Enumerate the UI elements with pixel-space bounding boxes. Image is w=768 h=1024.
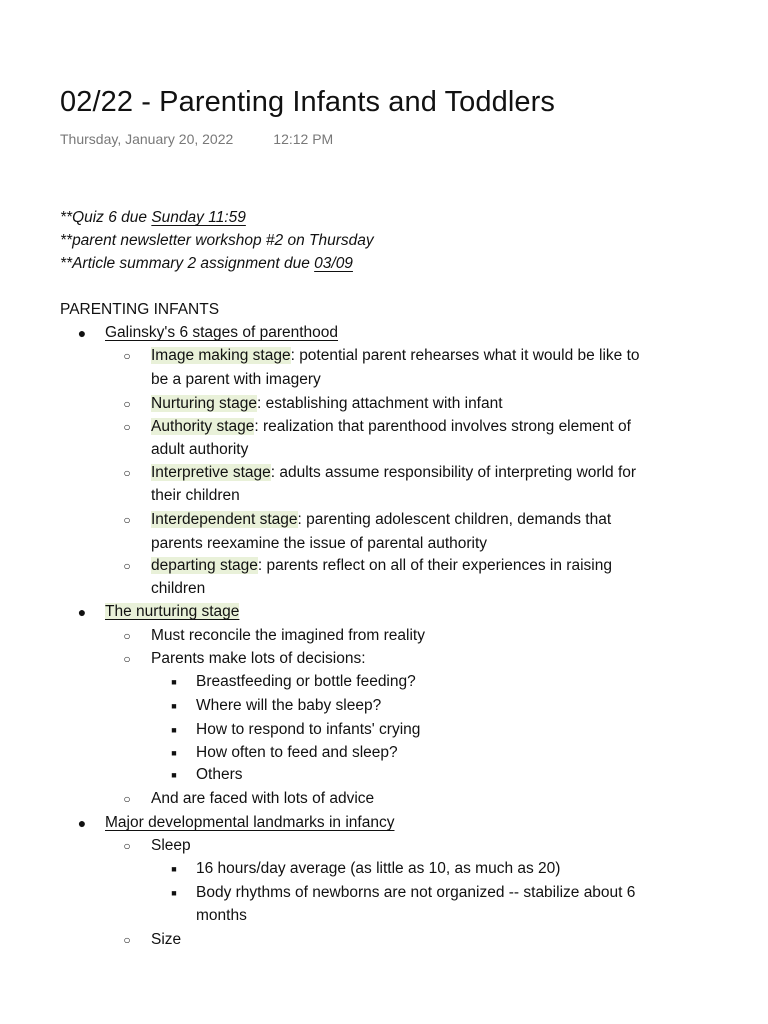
landmarks-heading: Major developmental landmarks in infancy xyxy=(105,814,395,831)
list-item: And are faced with lots of advice xyxy=(151,790,375,807)
circle-bullet: ○ xyxy=(123,513,131,527)
list-item: Must reconcile the imagined from reality xyxy=(151,627,425,644)
square-bullet: ■ xyxy=(171,864,177,874)
quiz-note xyxy=(60,207,246,229)
stage-term: Image making stage xyxy=(151,347,291,364)
article-due-date: 03/09 xyxy=(314,255,353,272)
stage-item xyxy=(151,393,503,415)
square-bullet: ■ xyxy=(171,770,177,780)
circle-bullet: ○ xyxy=(123,652,131,666)
decision-item: Breastfeeding or bottle feeding? xyxy=(196,673,416,690)
decision-item: How often to feed and sleep? xyxy=(196,744,398,761)
page-timestamp xyxy=(60,131,333,147)
square-bullet: ■ xyxy=(171,748,177,758)
sleep-item-continuation: months xyxy=(196,907,247,924)
circle-bullet: ○ xyxy=(123,420,131,434)
quiz-due-date: Sunday 11:59 xyxy=(151,209,246,226)
stage-term: Nurturing stage xyxy=(151,395,257,412)
stage-item xyxy=(151,416,631,438)
decision-item: Where will the baby sleep? xyxy=(196,697,382,714)
stage-term: Authority stage xyxy=(151,418,255,435)
stage-description: : parents reflect on all of their experiences in raising xyxy=(257,557,612,574)
quiz-note-text: **Quiz 6 due xyxy=(60,209,152,226)
galinsky-heading: Galinsky's 6 stages of parenthood xyxy=(105,324,339,341)
section-heading: PARENTING INFANTS xyxy=(60,301,220,318)
sleep-item: 16 hours/day average (as little as 10, as much as 20) xyxy=(196,860,561,877)
stage-description: : realization that parenthood involves strong element of xyxy=(254,418,631,435)
circle-bullet: ○ xyxy=(123,559,131,573)
list-item: Size xyxy=(151,931,182,948)
disc-bullet: ● xyxy=(77,604,87,620)
stage-description: : potential parent rehearses what it would be like to xyxy=(290,347,640,364)
circle-bullet: ○ xyxy=(123,792,131,806)
circle-bullet: ○ xyxy=(123,349,131,363)
circle-bullet: ○ xyxy=(123,466,131,480)
decision-item: Others xyxy=(196,766,243,783)
square-bullet: ■ xyxy=(171,888,177,898)
newsletter-note: **parent newsletter workshop #2 on Thursday xyxy=(60,232,374,249)
page-title: 02/22 - Parenting Infants and Toddlers xyxy=(60,86,555,118)
page-time: 12:12 PM xyxy=(273,131,334,147)
circle-bullet: ○ xyxy=(123,629,131,643)
circle-bullet: ○ xyxy=(123,397,131,411)
sleep-item: Body rhythms of newborns are not organized -- stabilize about 6 xyxy=(196,884,636,901)
stage-item xyxy=(151,555,612,577)
square-bullet: ■ xyxy=(171,725,177,735)
stage-continuation: their children xyxy=(151,487,240,504)
stage-item xyxy=(151,509,611,531)
stage-item xyxy=(151,345,640,367)
disc-bullet: ● xyxy=(77,325,87,341)
stage-description: : parenting adolescent children, demands that xyxy=(297,511,612,528)
nurturing-heading xyxy=(105,601,239,623)
disc-bullet: ● xyxy=(77,815,87,831)
stage-term: departing stage xyxy=(151,557,258,574)
article-note xyxy=(60,253,353,275)
stage-continuation: parents reexamine the issue of parental authority xyxy=(151,535,488,552)
circle-bullet: ○ xyxy=(123,933,131,947)
stage-continuation: be a parent with imagery xyxy=(151,371,321,388)
page-date: Thursday, January 20, 2022 xyxy=(60,131,234,147)
circle-bullet: ○ xyxy=(123,839,131,853)
stage-continuation: children xyxy=(151,580,206,597)
article-note-text: **Article summary 2 assignment due xyxy=(60,255,315,272)
stage-continuation: adult authority xyxy=(151,441,249,458)
stage-term: Interdependent stage xyxy=(151,511,298,528)
square-bullet: ■ xyxy=(171,677,177,687)
stage-item xyxy=(151,462,636,484)
nurturing-heading-text: The nurturing stage xyxy=(105,603,240,620)
list-item: Sleep xyxy=(151,837,191,854)
decision-item: How to respond to infants' crying xyxy=(196,721,421,738)
stage-description: : establishing attachment with infant xyxy=(256,395,503,412)
stage-term: Interpretive stage xyxy=(151,464,271,481)
square-bullet: ■ xyxy=(171,701,177,711)
stage-description: : adults assume responsibility of interpreting world for xyxy=(270,464,637,481)
list-item: Parents make lots of decisions: xyxy=(151,650,366,667)
